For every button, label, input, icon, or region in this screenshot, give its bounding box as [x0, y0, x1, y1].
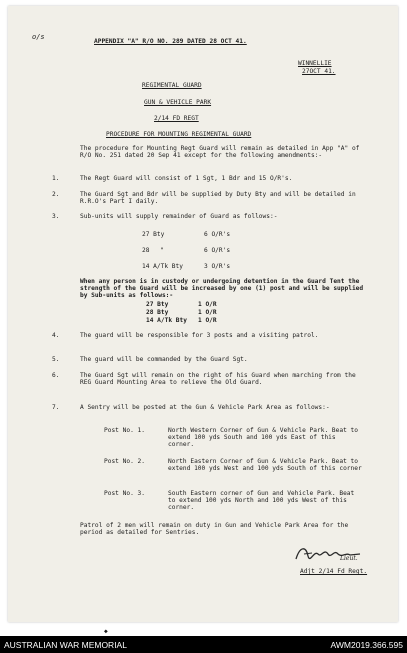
- corner-mark: o/s: [32, 33, 45, 41]
- para-3-number: 3.: [52, 213, 60, 220]
- para-3-text: Sub-units will supply remainder of Guard as follows:-: [80, 213, 278, 220]
- document-page: [8, 6, 398, 635]
- post-2-text: North Eastern Corner of Gun & Vehicle Park. Beat to extend 100 yds West and 100 yds South of this corner: [168, 458, 362, 473]
- title-regimental-guard: REGIMENTAL GUARD: [142, 82, 202, 89]
- place: WINNELLIE: [298, 60, 332, 67]
- guard-table-count: 3 O/R's: [204, 263, 231, 270]
- post-3-label: Post No. 3.: [104, 490, 145, 497]
- intro-paragraph: The procedure for Mounting Regt Guard will remain as detailed in App "A" of R/O No. 251 dated 20 Sep 41 except for the following amendments:-: [80, 145, 360, 160]
- para-5-text: The guard will be commanded by the Guard Sgt.: [80, 356, 248, 363]
- custody-unit: 14 A/Tk Bty: [146, 317, 187, 324]
- ditto-mark: ": [160, 247, 164, 254]
- custody-count: 1 O/R: [198, 301, 217, 308]
- custody-count: 1 O/R: [198, 309, 217, 316]
- para-2-number: 2.: [52, 191, 60, 198]
- footer-bar: [0, 636, 407, 653]
- footer-accession-number: AWM2019.366.595: [330, 640, 403, 650]
- guard-table-unit: 14 A/Tk Bty: [142, 263, 183, 270]
- post-1-label: Post No. 1.: [104, 427, 145, 434]
- title-regiment: 2/14 FD REGT: [154, 115, 199, 122]
- post-3-text: South Eastern corner of Gun and Vehicle Park. Beat to extend 100 yds North and 100 yds West of this corner.: [168, 490, 355, 512]
- para-5-number: 5.: [52, 356, 60, 363]
- page-punch-mark: ◆: [104, 628, 108, 635]
- para-7-text: A Sentry will be posted at the Gun & Vehicle Park Area as follows:-: [80, 404, 330, 411]
- signature-rank: Lieut.: [340, 555, 358, 562]
- para-1-text: The Regt Guard will consist of 1 Sgt, 1 Bdr and 15 O/R's.: [80, 175, 293, 182]
- para-4-number: 4.: [52, 332, 60, 339]
- para-1-number: 1.: [52, 175, 60, 182]
- para-4-text: The guard will be responsible for 3 posts and a visiting patrol.: [80, 332, 319, 339]
- custody-unit: 27 Bty: [146, 301, 169, 308]
- patrol-paragraph: Patrol of 2 men will remain on duty in Gun and Vehicle Park Area for the period as detailed for Sentries.: [80, 522, 349, 537]
- appendix-heading: APPENDIX "A" R/O NO. 289 DATED 28 OCT 41.: [94, 38, 247, 45]
- para-7-number: 7.: [52, 404, 60, 411]
- guard-table-unit: 28: [142, 247, 150, 254]
- para-6-number: 6.: [52, 372, 60, 379]
- custody-count: 1 O/R: [198, 317, 217, 324]
- para-2-text: The Guard Sgt and Bdr will be supplied by Duty Bty and will be detailed in R.R.O's Part I daily.: [80, 191, 356, 206]
- doc-date: 27OCT 41.: [302, 68, 336, 75]
- guard-table-count: 6 O/R's: [204, 247, 231, 254]
- custody-paragraph: When any person is in custody or undergoing detention in the Guard Tent the strength of the Guard will be increased by one (1) post and will be supplied by Sub-units as follows:-: [80, 278, 364, 300]
- post-1-text: North Western Corner of Gun & Vehicle Park. Beat to extend 100 yds South and 100 yds East of this corner.: [168, 427, 358, 449]
- guard-table-count: 6 O/R's: [204, 231, 231, 238]
- signature-title: Adjt 2/14 Fd Regt.: [300, 568, 368, 575]
- post-2-label: Post No. 2.: [104, 458, 145, 465]
- para-6-text: The Guard Sgt will remain on the right of his Guard when marching from the REG Guard Mounting Area to relieve the Old Guard.: [80, 372, 356, 387]
- title-gun-vehicle-park: GUN & VEHICLE PARK: [144, 99, 212, 106]
- title-procedure: PROCEDURE FOR MOUNTING REGIMENTAL GUARD: [106, 131, 252, 138]
- custody-unit: 28 Bty: [146, 309, 169, 316]
- guard-table-unit: 27 Bty: [142, 231, 165, 238]
- footer-institution: AUSTRALIAN WAR MEMORIAL: [4, 640, 127, 650]
